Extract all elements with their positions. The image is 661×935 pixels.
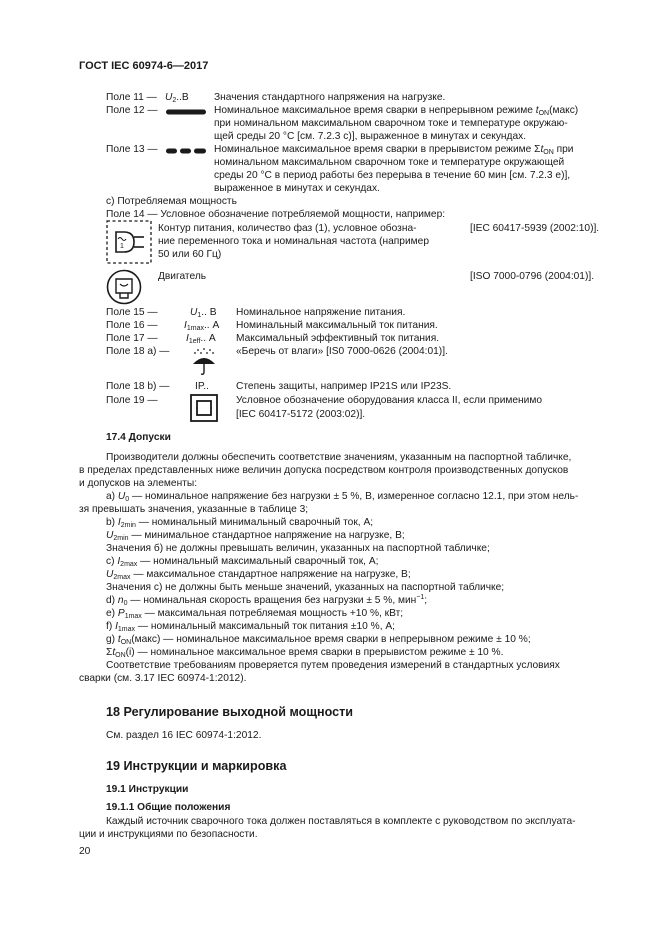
document-header: ГОСТ IEC 60974-6—2017 <box>79 60 209 72</box>
field-13-line-4: выраженное в минутах и секундах. <box>214 183 380 194</box>
class-ii-equipment-icon <box>190 394 218 422</box>
field-14-text: Поле 14 — Условное обозначение потребляемой мощности, например: <box>106 209 446 220</box>
field-11-text: Значения стандартного напряжения на нагрузке. <box>214 92 446 103</box>
section-19-title: 19 Инструкции и маркировка <box>106 759 287 773</box>
field-12-line-3: щей среды 20 °С [см. 7.2.3 с)], выраженное в минутах и секундах. <box>214 131 527 142</box>
tolerance-item-c2: $U_{2max}$ — максимальное стандартное напряжение на нагрузке, В; <box>106 569 411 581</box>
field-18a-text: «Беречь от влаги» [IS0 7000-0626 (2004:01)]. <box>236 346 448 357</box>
intermittent-mode-symbol <box>166 147 206 155</box>
field-13-line-2: номинальном максимальном сварочном токе и температуре окружающей <box>214 157 565 168</box>
field-18a-label: Поле 18 а) — <box>106 346 170 357</box>
tolerance-conclusion-line-2: сварки (см. 3.17 IEC 60974-1:2012). <box>79 673 247 684</box>
section-19-1-1-line-1: Каждый источник сварочного тока должен поставляться в комплекте с руководством по эксплуата- <box>106 816 576 827</box>
section-19-1-title: 19.1 Инструкции <box>106 784 189 795</box>
section-18-text: См. раздел 16 IEC 60974-1:2012. <box>106 730 262 741</box>
tolerance-item-g2: $\Sigma t_{ON}(i)$ — номинальное максимальное время сварки в прерывистом режиме ± 10 %. <box>106 647 504 659</box>
tolerance-intro-line-1: Производители должны обеспечить соответствие значениям, указанным на паспортной табличке, <box>106 452 572 463</box>
tolerance-item-b: b) $I_{2min}$ — номинальный минимальный сварочный ток, А; <box>106 517 374 529</box>
tolerance-item-a-cont: зя превышать значения, указанные в таблице 3; <box>79 504 309 515</box>
plug-reference: [IEC 60417-5939 (2002:10)]. <box>470 223 600 234</box>
tolerance-item-d: d) $n_0$ — номинальная скорость вращения без нагрузки ± 5 %, мин$^{-1}$; <box>106 594 428 607</box>
field-18b-label: Поле 18 b) — <box>106 381 170 392</box>
umbrella-keep-dry-icon <box>190 348 220 376</box>
field-15-text: Номинальное напряжение питания. <box>236 307 406 318</box>
field-18b-text: Степень защиты, например IP21S или IP23S. <box>236 381 452 392</box>
field-17-label: Поле 17 — <box>106 333 158 344</box>
field-11-symbol: $U_2..В$ <box>165 92 189 104</box>
section-19-1-1-title: 19.1.1 Общие положения <box>106 802 231 813</box>
tolerance-b-note: Значения б) не должны превышать величин, указанных на паспортной табличке; <box>106 543 490 554</box>
plug-description-line-1: Контур питания, количество фаз (1), условное обозна- <box>158 223 417 234</box>
field-19-line-1: Условное обозначение оборудования класса II, если применимо <box>236 395 543 406</box>
tolerance-intro-line-3: и допусков на элементы: <box>79 478 198 489</box>
plug-description-line-2: ние переменного тока и номинальная частота (например <box>158 236 429 247</box>
field-13-label: Поле 13 — <box>106 144 158 155</box>
ac-plug-icon <box>106 220 152 264</box>
tolerance-c-note: Значения с) не должны быть меньше значений, указанных на паспортной табличке; <box>106 582 505 593</box>
field-12-line-2: при номинальном максимальном сварочном токе и температуре окружаю- <box>214 118 568 129</box>
field-19-line-2: [IEC 60417-5172 (2003:02)]. <box>236 409 366 420</box>
page-number: 20 <box>79 846 91 857</box>
motor-reference: [ISO 7000-0796 (2004:01)]. <box>470 271 595 282</box>
tolerance-item-c: с) $I_{2max}$ — номинальный максимальный сварочный ток, А; <box>106 556 379 568</box>
field-16-text: Номинальный максимальный ток питания. <box>236 320 438 331</box>
field-15-label: Поле 15 — <box>106 307 158 318</box>
field-16-label: Поле 16 — <box>106 320 158 331</box>
section-18-title: 18 Регулирование выходной мощности <box>106 705 354 719</box>
section-17-4-title: 17.4 Допуски <box>106 432 171 443</box>
tolerance-item-f: f) $I_{1max}$ — номинальный максимальный ток питания ±10 %, А; <box>106 621 395 633</box>
tolerance-item-e: е) $P_{1max}$ — максимальная потребляемая мощность +10 %, кВт; <box>106 608 404 620</box>
motor-label: Двигатель <box>158 271 207 282</box>
continuous-mode-symbol <box>166 108 206 116</box>
tolerance-item-g: g) $t_{ON}(макс)$ — номинальное максимальное время сварки в непрерывном режиме ± 10 %; <box>106 634 531 646</box>
motor-icon <box>106 269 142 305</box>
field-11-label: Поле 11 — <box>106 92 157 103</box>
field-12-line-1: Номинальное максимальное время сварки в непрерывном режиме $t_{ON}(макс)$ <box>214 105 579 117</box>
field-13-line-3: среды 20 °С в период работы без перерыва в течение 60 мин [см. 7.2.3 е)], <box>214 170 571 181</box>
field-12-label: Поле 12 — <box>106 105 158 116</box>
tolerance-item-b2: $U_{2min}$ — минимальное стандартное напряжение на нагрузке, В; <box>106 530 405 542</box>
tolerance-conclusion-line-1: Соответствие требованиям проверяется путем проведения измерений в стандартных условиях <box>106 660 560 671</box>
section-19-1-1-line-2: ции и инструкциями по безопасности. <box>79 829 258 840</box>
subsection-c-title: с) Потребляемая мощность <box>106 196 237 207</box>
field-19-label: Поле 19 — <box>106 395 158 406</box>
svg-text:1: 1 <box>120 243 124 250</box>
field-13-line-1: Номинальное максимальное время сварки в прерывистом режиме $\Sigma t_{ON}$ при <box>214 144 574 156</box>
plug-description-line-3: 50 или 60 Гц) <box>158 249 222 260</box>
tolerance-item-a: а) $U_0$ — номинальное напряжение без нагрузки ± 5 %, В, измеренное согласно 12.1, при этом нель- <box>106 491 579 503</box>
tolerance-intro-line-2: в пределах представленных ниже величин допуска посредством контроля производственных допусков <box>79 465 569 476</box>
field-16-symbol: $I_{1max}$.. А <box>184 320 220 332</box>
field-18b-symbol: IP.. <box>195 381 209 392</box>
field-17-symbol: $I_{1eff}$.. А <box>186 333 216 345</box>
field-15-symbol: $U_1$.. В <box>190 307 217 319</box>
field-17-text: Максимальный эффективный ток питания. <box>236 333 440 344</box>
